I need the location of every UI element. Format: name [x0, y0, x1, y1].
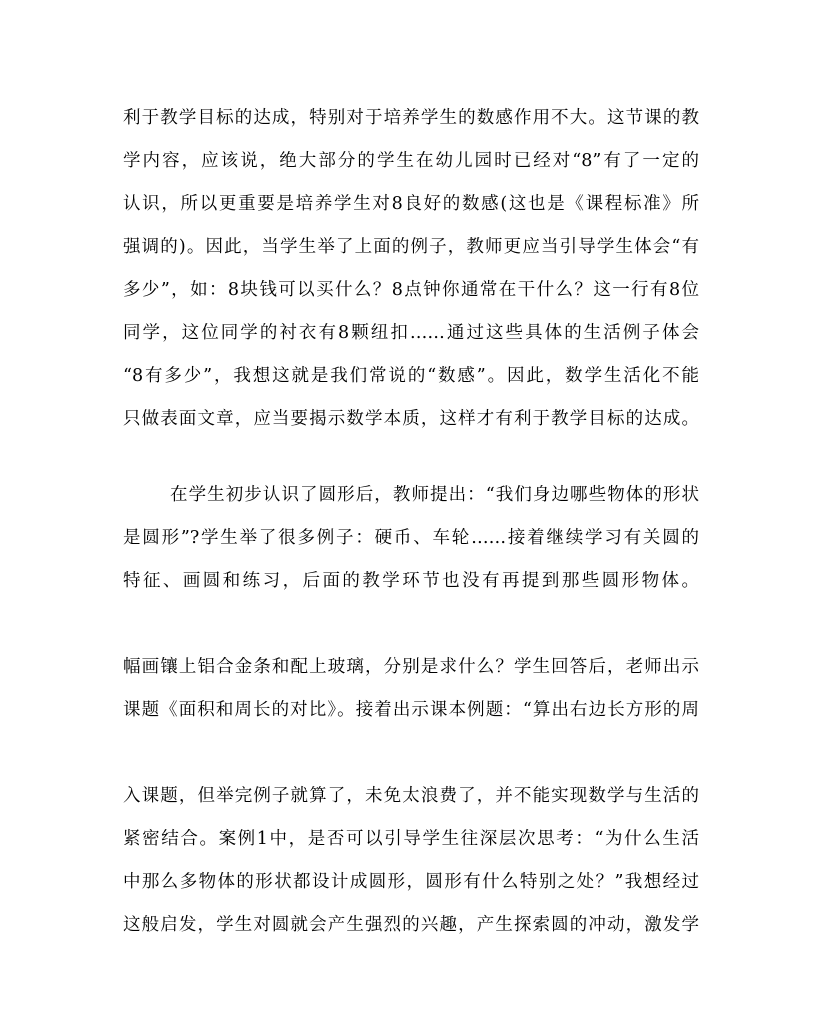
text-line: 只做表面文章，应当要揭示数学本质，这样才有利于教学目标的达成。 [123, 409, 699, 429]
text-line: 幅画镶上铝合金条和配上玻璃，分别是求什么？学生回答后，老师出示 [123, 657, 699, 677]
text-line: 多少”，如：8块钱可以买什么？8点钟你通常在干什么？这一行有8位 [123, 280, 699, 300]
text-line: 是圆形”?学生举了很多例子：硬币、车轮……接着继续学习有关圆的 [123, 528, 699, 548]
text-line: 利于教学目标的达成，特别对于培养学生的数感作用不大。这节课的教 [123, 108, 699, 128]
text-line: 在学生初步认识了圆形后，教师提出：“我们身边哪些物体的形状 [170, 485, 699, 505]
text-line: 课题《面积和周长的对比》。接着出示课本例题：“算出右边长方形的周 [123, 700, 699, 720]
text-line: 这般启发，学生对圆就会产生强烈的兴趣，产生探索圆的冲动，激发学 [123, 915, 699, 935]
text-line: 特征、画圆和练习，后面的教学环节也没有再提到那些圆形物体。 [123, 571, 699, 591]
text-line: 入课题，但举完例子就算了，未免太浪费了，并不能实现数学与生活的 [123, 786, 699, 806]
text-line: 学内容，应该说，绝大部分的学生在幼儿园时已经对“8”有了一定的 [123, 151, 699, 171]
text-line: 同学，这位同学的衬衣有8颗纽扣……通过这些具体的生活例子体会 [123, 323, 699, 343]
text-line: 认识，所以更重要是培养学生对8良好的数感(这也是《课程标准》所 [123, 194, 699, 214]
text-line: 中那么多物体的形状都设计成圆形，圆形有什么特别之处？”我想经过 [123, 872, 699, 892]
text-line: “8有多少”，我想这就是我们常说的“数感”。因此，数学生活化不能 [123, 366, 699, 386]
text-line: 紧密结合。案例1中，是否可以引导学生往深层次思考：“为什么生活 [123, 829, 699, 849]
text-line: 强调的)。因此，当学生举了上面的例子，教师更应当引导学生体会“有 [123, 237, 699, 257]
